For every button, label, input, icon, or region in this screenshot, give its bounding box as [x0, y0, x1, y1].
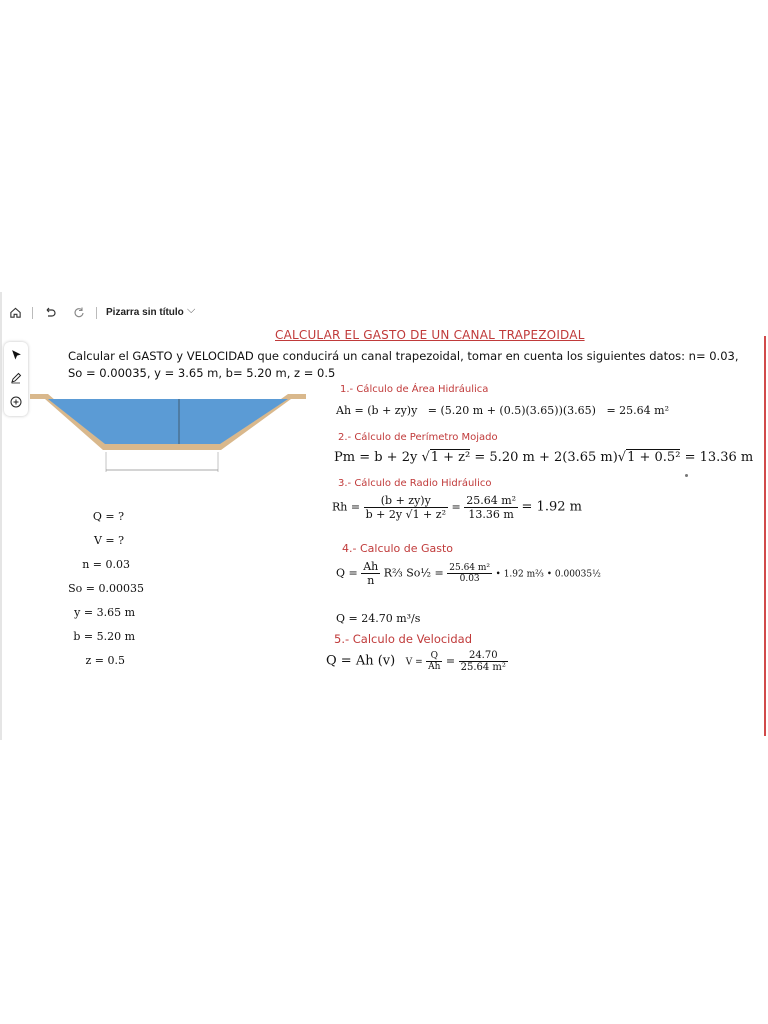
equation-part: R⅔ So½	[383, 566, 432, 580]
given-item: y = 3.65 m	[74, 606, 135, 619]
water-area	[48, 399, 288, 444]
separator	[32, 307, 33, 319]
step-heading: 4.- Calculo de Gasto	[342, 542, 454, 555]
numerator: 25.64 m²	[466, 494, 517, 507]
equation: Q = 24.70 m³/s	[336, 612, 421, 625]
equation-part: Pm = b + 2y	[334, 450, 418, 465]
equation-part: Q = Ah (v)	[326, 653, 396, 669]
channel-diagram	[30, 388, 320, 488]
numerator: 24.70	[459, 650, 508, 662]
equation	[336, 404, 669, 417]
problem-statement	[68, 348, 763, 382]
given-item: b = 5.20 m	[73, 630, 135, 643]
stray-mark	[685, 474, 688, 477]
fraction	[464, 494, 518, 521]
problem-line: So = 0.00035, y = 3.65 m, b= 5.20 m, z = 0.5	[68, 366, 336, 380]
fraction	[459, 650, 508, 673]
given-item: V = ?	[93, 534, 124, 547]
chevron-down-icon[interactable]: ⌵	[187, 304, 196, 316]
denominator: b + 2y √1 + z²	[365, 508, 446, 521]
step-heading: 1.- Cálculo de Área Hidráulica	[340, 384, 489, 395]
numerator: Ah	[363, 560, 379, 573]
fraction	[361, 560, 380, 587]
fraction	[364, 494, 448, 521]
equation-part: = 13.36 m	[684, 450, 754, 465]
radicand: 1 + z²	[430, 450, 471, 465]
tool-rail	[4, 342, 28, 416]
step-heading: 5.- Calculo de Velocidad	[334, 632, 473, 646]
pointer-icon[interactable]	[7, 345, 25, 363]
equation-part: = 5.20 m + 2(3.65 m)	[474, 450, 618, 465]
board-canvas[interactable]	[30, 328, 768, 740]
board-heading: CALCULAR EL GASTO DE UN CANAL TRAPEZOIDAL	[275, 328, 585, 342]
equation: Rh = $\frac{(b + zy)y}{\text{b + 2y √1 + z²}}$ = $\frac{\text{25.64 m²}}{13.36 m}$ = 1.92 m	[332, 494, 582, 521]
whiteboard-app	[0, 292, 768, 740]
equation-part: V =	[405, 657, 423, 668]
equation: Q = Ah (v) V = $\frac{Q}{Ah}$ = $\frac{24.70}{\text{25.64 m²}}$	[326, 650, 506, 673]
given-item: Q = ?	[92, 510, 124, 523]
equation: Q = $\frac{Ah}{n}$ R⅔ So½ = $\frac{\text{25.64 m²}}{0.03}$ • 1.92 m⅔ • 0.00035½	[336, 560, 601, 587]
denominator: 13.36 m	[468, 508, 514, 521]
step-heading: 3.- Cálculo de Radio Hidráulico	[338, 478, 492, 489]
separator	[96, 307, 97, 319]
denominator: 0.03	[459, 574, 480, 584]
equation-part: Ah = (b + zy)y	[336, 404, 418, 417]
numerator: Q	[426, 651, 442, 662]
given-item: z = 0.5	[85, 654, 125, 667]
equation-part: Q =	[336, 566, 358, 580]
denominator: n	[367, 574, 375, 587]
numerator: (b + zy)y	[364, 494, 448, 508]
pen-icon[interactable]	[7, 369, 25, 387]
equation-part: = (5.20 m + (0.5)(3.65))(3.65)	[427, 404, 596, 417]
denominator: 25.64 m²	[460, 662, 506, 673]
numerator: 25.64 m²	[449, 563, 491, 573]
equation-part: Rh =	[332, 500, 361, 514]
redo-icon[interactable]	[70, 303, 88, 321]
add-icon[interactable]	[7, 393, 25, 411]
problem-line: Calcular el GASTO y VELOCIDAD que conducirá un canal trapezoidal, tomar en cuenta los siguientes datos: n= 0.03,	[68, 349, 739, 363]
margin-line	[764, 336, 766, 736]
step-heading: 2.- Cálculo de Perímetro Mojado	[338, 432, 498, 443]
equation-part: = 25.64 m²	[606, 404, 669, 417]
given-item: n = 0.03	[82, 558, 130, 571]
equation-part: • 1.92 m⅔ • 0.00035½	[495, 569, 601, 580]
equation-part: = 1.92 m	[521, 499, 582, 515]
denominator: Ah	[428, 662, 441, 672]
fraction	[447, 563, 492, 584]
window-edge	[0, 292, 2, 740]
undo-icon[interactable]	[41, 303, 59, 321]
given-item: So = 0.00035	[68, 582, 144, 595]
radicand: 1 + 0.5²	[627, 450, 681, 465]
fraction	[426, 651, 442, 672]
home-icon[interactable]	[6, 303, 24, 321]
equation: Pm = b + 2y √1 + z² = 5.20 m + 2(3.65 m)√1 + 0.5² = 13.36 m	[334, 450, 754, 465]
board-title[interactable]: Pizarra sin título	[106, 307, 184, 318]
